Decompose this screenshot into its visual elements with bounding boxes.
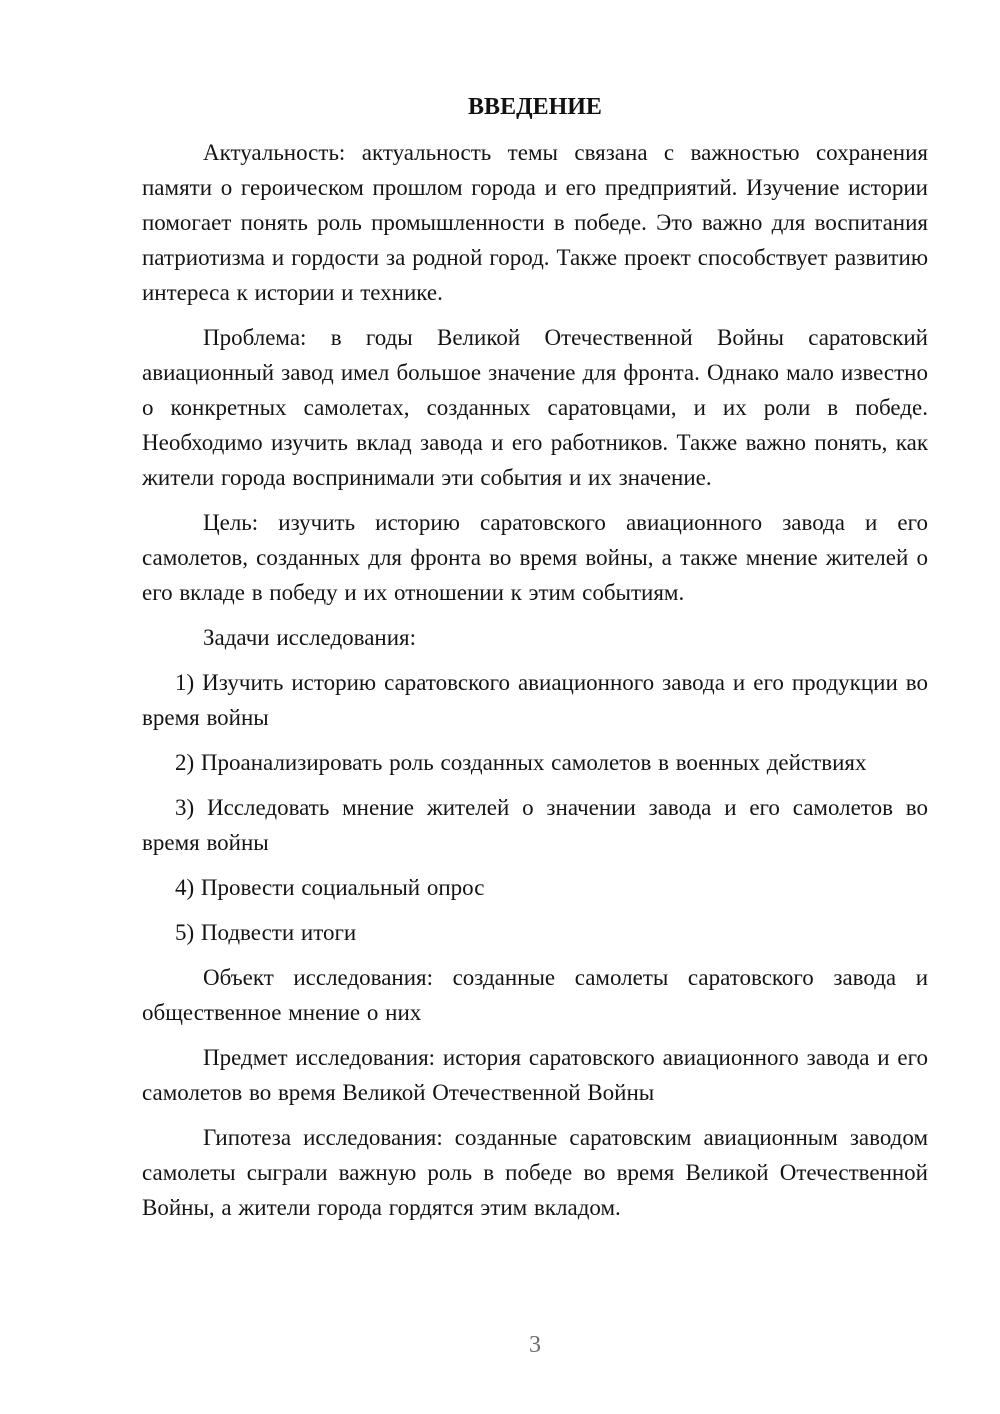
task-item-4: 4) Провести социальный опрос (175, 875, 485, 900)
paragraph-hypothesis: Гипотеза исследования: созданные саратовским авиационным заводом самолеты сыграли важную роль в победе во время Великой Отечественной Войны, а жители города гордятся этим вкладом. (142, 1125, 928, 1220)
document-page (142, 0, 928, 1235)
tasks-heading: Задачи исследования: (203, 625, 417, 650)
paragraph-problem: Проблема: в годы Великой Отечественной Войны саратовский авиационный завод имел большое значение для фронта. Однако мало известно о конкретных самолетах, созданных саратовцами, и их роли в победе. Необходимо изучить вклад завода и его работников. Также важно понять, как жители города воспринимали эти события и их значение. (142, 325, 928, 490)
paragraph-object: Объект исследования: созданные самолеты саратовского завода и общественное мнение о них (142, 965, 928, 1025)
task-item-5: 5) Подвести итоги (175, 920, 357, 945)
paragraph-subject: Предмет исследования: история саратовского авиационного завода и его самолетов во время Великой Отечественной Войны (142, 1045, 928, 1105)
task-item-3: 3) Исследовать мнение жителей о значении завода и его самолетов во время войны (142, 795, 928, 855)
page-title: ВВЕДЕНИЕ (468, 94, 602, 120)
paragraph-goal: Цель: изучить историю саратовского авиационного завода и его самолетов, созданных для фронта во время войны, а также мнение жителей о его вкладе в победу и их отношении к этим событиям. (142, 510, 928, 605)
paragraph-relevance: Актуальность: актуальность темы связана с важностью сохранения памяти о героическом прошлом города и его предприятий. Изучение истории помогает понять роль промышленности в победе. Это важно для воспитания патриотизма и гордости за родной город. Также проект способствует развитию интереса к истории и технике. (142, 140, 928, 305)
page-number: 3 (529, 1332, 541, 1358)
task-item-1: 1) Изучить историю саратовского авиационного завода и его продукции во время войны (142, 670, 928, 730)
task-item-2: 2) Проанализировать роль созданных самолетов в военных действиях (175, 750, 867, 775)
